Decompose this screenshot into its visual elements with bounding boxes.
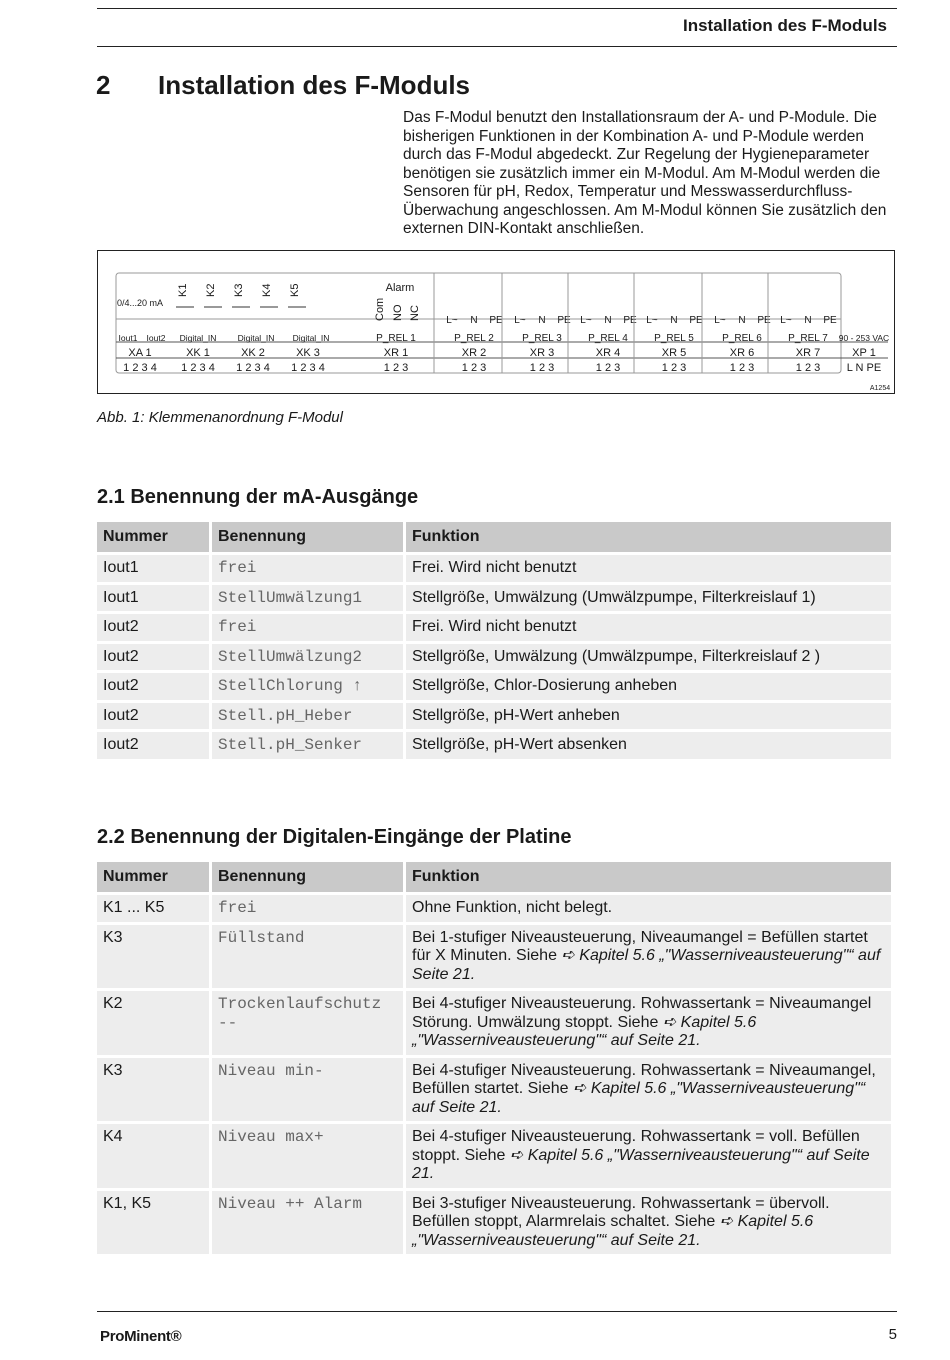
cell-name: frei <box>212 895 403 922</box>
function-text: Bei 3-stufiger Niveausteuerung. Rohwassertank = übervoll. Befüllen stoppt, Alarmrelais schaltet. Siehe <box>412 1194 830 1230</box>
cell-name: StellUmwälzung1 <box>212 585 403 612</box>
table-row <box>97 585 891 612</box>
table-row <box>97 555 891 582</box>
table-row <box>97 991 891 1055</box>
table-row <box>97 1191 891 1255</box>
pin-numbers-label: 1 2 3 <box>795 362 821 374</box>
col-header-number: Nummer <box>97 522 209 552</box>
cell-name: Trockenlaufschutz -- <box>212 991 403 1055</box>
pin-numbers-label: 1 2 3 4 <box>236 362 270 374</box>
chapter-link[interactable]: ➪ Kapitel 5.6 „"Wasserniveausteuerung"“ auf Seite 21. <box>412 1080 866 1116</box>
relay-pin-label: PE <box>689 315 703 326</box>
cell-name: Niveau min- <box>212 1058 403 1122</box>
cell-function <box>406 1191 891 1255</box>
cell-number: K3 <box>97 925 209 989</box>
cell-number: K2 <box>97 991 209 1055</box>
relay-pin-label: L~ <box>714 315 726 326</box>
running-header: Installation des F-Moduls <box>682 16 887 35</box>
chapter-link[interactable]: ➪ Kapitel 5.6 „"Wasserniveausteuerung"“ auf Seite 21. <box>412 1146 870 1182</box>
table-row <box>97 895 891 922</box>
cell-number: K1 ... K5 <box>97 895 209 922</box>
cell-name: StellUmwälzung2 <box>212 644 403 671</box>
table-header-row <box>97 862 891 892</box>
connector-label: XK 1 <box>186 347 210 359</box>
brand-logo: ProMinent® <box>100 1328 182 1345</box>
relay-name-label: P_REL 7 <box>788 333 828 344</box>
connector-label: XR 2 <box>461 347 487 359</box>
col-header-function: Funktion <box>406 522 891 552</box>
cell-number: Iout2 <box>97 703 209 730</box>
table-row <box>97 1124 891 1188</box>
pin-numbers-label: 1 2 3 <box>595 362 621 374</box>
connector-label: XA 1 <box>128 347 152 359</box>
cell-function: Stellgröße, Umwälzung (Umwälzpumpe, Filterkreislauf 2 ) <box>406 644 891 671</box>
alarm-contact-label: Com <box>374 297 386 321</box>
alarm-contact-label: NC <box>409 305 421 321</box>
relay-pin-label: L~ <box>780 315 792 326</box>
cell-name: Niveau max+ <box>212 1124 403 1188</box>
pin-numbers-label: 1 2 3 <box>461 362 487 374</box>
section-2-1-title: 2.1 Benennung der mA-Ausgänge <box>97 486 419 508</box>
cell-name: frei <box>212 555 403 582</box>
pin-numbers-label: L N PE <box>846 362 882 374</box>
function-text: Ohne Funktion, nicht belegt. <box>412 899 613 916</box>
relay-name-label: P_REL 4 <box>588 333 628 344</box>
k-input-label: K5 <box>289 283 301 297</box>
relay-pin-label: N <box>670 315 678 326</box>
relay-pin-label: L~ <box>514 315 526 326</box>
cell-function <box>406 991 891 1055</box>
cell-number: Iout2 <box>97 614 209 641</box>
cell-name: Stell.pH_Heber <box>212 703 403 730</box>
table-row <box>97 732 891 759</box>
section-2-2-title: 2.2 Benennung der Digitalen-Eingänge der Platine <box>97 826 572 848</box>
cell-function <box>406 1124 891 1188</box>
relay-pin-label: N <box>538 315 546 326</box>
connector-label: XR 3 <box>529 347 555 359</box>
pin-numbers-label: 1 2 3 4 <box>181 362 215 374</box>
cell-function <box>406 1058 891 1122</box>
cell-number: K3 <box>97 1058 209 1122</box>
digital-inputs-table <box>94 859 894 1257</box>
ma-label: 0/4...20 mA <box>116 298 164 308</box>
pin-numbers-label: 1 2 3 4 <box>291 362 325 374</box>
connector-label: XR 6 <box>729 347 755 359</box>
function-text: Bei 4-stufiger Niveausteuerung. Rohwassertank = Niveaumangel, Befüllen startet. Siehe <box>412 1061 876 1097</box>
cell-number: K4 <box>97 1124 209 1188</box>
connector-label: XR 1 <box>383 347 409 359</box>
k-input-label: K3 <box>233 283 245 297</box>
table-row <box>97 614 891 641</box>
relay-pin-label: N <box>738 315 746 326</box>
cell-function <box>406 925 891 989</box>
iout2-label: Iout2 <box>146 333 166 343</box>
cell-name: StellChlorung ↑ <box>212 673 403 700</box>
function-text: Bei 4-stufiger Niveausteuerung. Rohwassertank = voll. Befüllen stoppt. Siehe <box>412 1128 860 1164</box>
k-input-label: K4 <box>261 283 273 297</box>
relay-pin-label: L~ <box>580 315 592 326</box>
pin-numbers-label: 1 2 3 <box>383 362 409 374</box>
relay-pin-label: PE <box>489 315 503 326</box>
relay-name-label: P_REL 6 <box>722 333 762 344</box>
col-header-name: Benennung <box>212 522 403 552</box>
pin-numbers-label: 1 2 3 <box>729 362 755 374</box>
cell-function: Frei. Wird nicht benutzt <box>406 555 891 582</box>
iout1-label: Iout1 <box>118 333 138 343</box>
header-rule-top <box>97 8 897 9</box>
relay-pin-label: PE <box>557 315 571 326</box>
k-input-label: K2 <box>205 283 217 297</box>
relay-pin-label: PE <box>823 315 837 326</box>
function-text: Bei 1-stufiger Niveausteuerung, Niveaumangel = Befüllen startet für X Minuten. Siehe <box>412 928 868 964</box>
chapter-link[interactable]: ➪ Kapitel 5.6 „"Wasserniveausteuerung"“ auf Seite 21. <box>412 1013 757 1049</box>
chapter-link[interactable]: ➪ Kapitel 5.6 „"Wasserniveausteuerung"“ auf Seite 21. <box>412 1213 814 1249</box>
voltage-label: 90 - 253 VAC <box>838 333 890 343</box>
cell-name: Füllstand <box>212 925 403 989</box>
footer-rule <box>97 1311 897 1312</box>
col-header-number: Nummer <box>97 862 209 892</box>
alarm-label: Alarm <box>385 282 415 294</box>
chapter-number: 2 <box>96 70 111 100</box>
connector-label: XK 2 <box>241 347 265 359</box>
terminal-diagram-svg <box>98 251 894 393</box>
col-header-name: Benennung <box>212 862 403 892</box>
connector-label: XK 3 <box>296 347 320 359</box>
cell-function: Stellgröße, pH-Wert anheben <box>406 703 891 730</box>
cell-function: Stellgröße, pH-Wert absenken <box>406 732 891 759</box>
connector-label: XR 5 <box>661 347 687 359</box>
connector-label: XR 4 <box>595 347 621 359</box>
cell-number: Iout1 <box>97 555 209 582</box>
cell-function: Stellgröße, Chlor-Dosierung anheben <box>406 673 891 700</box>
relay-name-label: P_REL 2 <box>454 333 494 344</box>
relay-pin-label: L~ <box>646 315 658 326</box>
relay-pin-label: PE <box>623 315 637 326</box>
digital-in-label: Digital_IN <box>237 333 275 343</box>
relay-pin-label: N <box>470 315 478 326</box>
cell-name: Niveau ++ Alarm <box>212 1191 403 1255</box>
intro-paragraph: Das F-Modul benutzt den Installationsraum der A- und P-Module. Die bisherigen Funktionen in der Kombination A- und P-Module werden durch das F-Modul abgedeckt. Zur Regelung der Hygieneparameter benötigen sie zusätzlich immer ein M-Modul. Am M-Modul werden die Sensoren für pH, Redox, Temperatur und Messwasserdurchfluss-Überwachung angeschlossen. Am M-Modul können Sie zusätzlich den externen DIN-Kontakt anschließen. <box>403 109 887 237</box>
cell-number: Iout2 <box>97 644 209 671</box>
cell-number: Iout2 <box>97 673 209 700</box>
chapter-title: Installation des F-Moduls <box>158 70 471 100</box>
digital-in-label: Digital_IN <box>292 333 330 343</box>
connector-label: XR 7 <box>795 347 821 359</box>
relay-name-label: P_REL 3 <box>522 333 562 344</box>
relay-pin-label: PE <box>757 315 771 326</box>
cell-function: Stellgröße, Umwälzung (Umwälzpumpe, Filterkreislauf 1) <box>406 585 891 612</box>
pin-numbers-label: 1 2 3 <box>529 362 555 374</box>
cell-number: Iout2 <box>97 732 209 759</box>
ma-outputs-table <box>94 519 894 762</box>
relay-name-label: P_REL 5 <box>654 333 694 344</box>
page-number: 5 <box>888 1326 897 1343</box>
cell-number: Iout1 <box>97 585 209 612</box>
figure-id: A1254 <box>869 385 891 392</box>
table-header-row <box>97 522 891 552</box>
relay-name-label: P_REL 1 <box>376 333 416 344</box>
relay-pin-label: N <box>604 315 612 326</box>
digital-in-label: Digital_IN <box>179 333 217 343</box>
cell-function: Frei. Wird nicht benutzt <box>406 614 891 641</box>
table-row <box>97 703 891 730</box>
cell-name: frei <box>212 614 403 641</box>
alarm-contact-label: NO <box>392 304 404 321</box>
function-text: Bei 4-stufiger Niveausteuerung. Rohwassertank = Niveaumangel Störung. Umwälzung stoppt. Siehe <box>412 995 872 1031</box>
table-row <box>97 1058 891 1122</box>
figure-caption: Abb. 1: Klemmenanordnung F-Modul <box>97 409 343 426</box>
table-row <box>97 644 891 671</box>
table-row <box>97 925 891 989</box>
table-row <box>97 673 891 700</box>
terminal-diagram <box>97 250 895 394</box>
pin-numbers-label: 1 2 3 4 <box>123 362 157 374</box>
relay-pin-label: L~ <box>446 315 458 326</box>
col-header-function: Funktion <box>406 862 891 892</box>
cell-function <box>406 895 891 922</box>
k-input-label: K1 <box>177 283 189 297</box>
cell-number: K1, K5 <box>97 1191 209 1255</box>
header-rule-bottom <box>97 46 897 47</box>
relay-pin-label: N <box>804 315 812 326</box>
connector-label: XP 1 <box>852 347 876 359</box>
cell-name: Stell.pH_Senker <box>212 732 403 759</box>
pin-numbers-label: 1 2 3 <box>661 362 687 374</box>
chapter-link[interactable]: ➪ Kapitel 5.6 „"Wasserniveausteuerung"“ auf Seite 21. <box>412 947 881 983</box>
